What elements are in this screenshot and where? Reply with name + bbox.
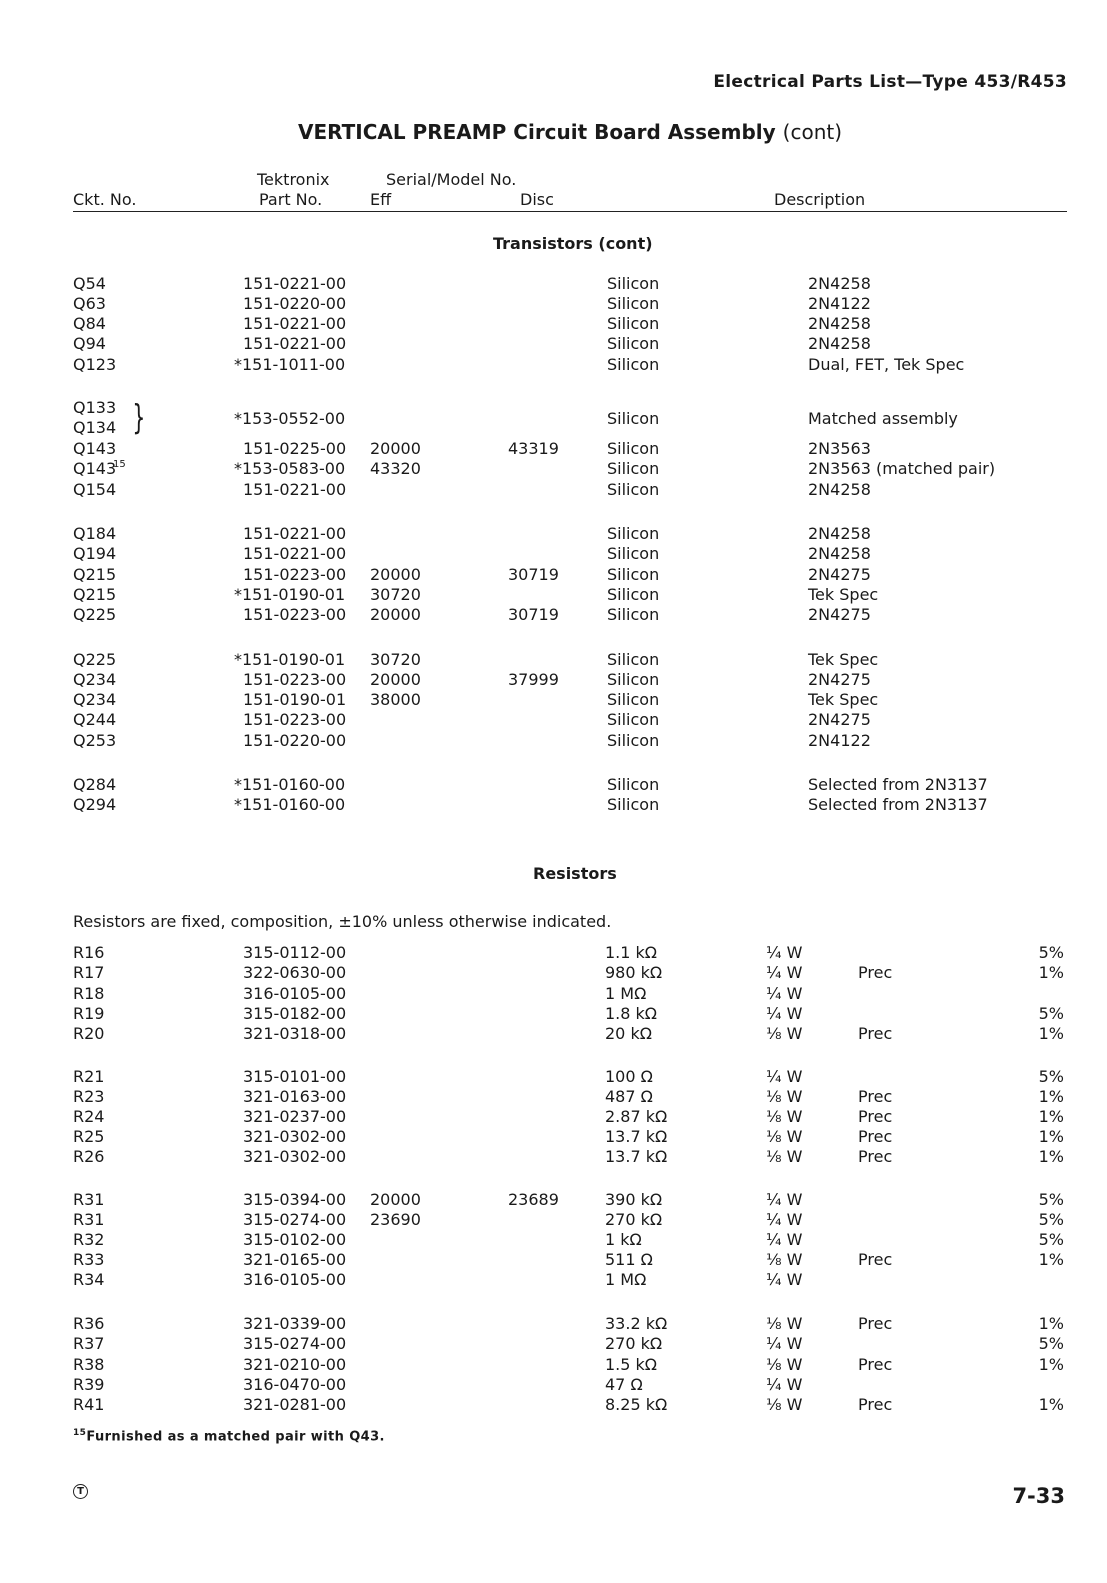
part-no: 315-0274-00 xyxy=(243,1210,347,1229)
transistor-type: Silicon xyxy=(607,690,660,709)
part-no: 151-0221-00 xyxy=(243,274,347,293)
transistor-type: Silicon xyxy=(607,459,660,478)
part-no: *151-0190-01 xyxy=(234,650,346,669)
serial-eff: 20000 xyxy=(370,670,421,689)
pair-row xyxy=(0,409,1107,429)
part-no: 321-0237-00 xyxy=(243,1107,347,1126)
transistor-type: Silicon xyxy=(607,294,660,313)
transistor-type: Silicon xyxy=(607,795,660,814)
ckt-no: R23 xyxy=(73,1087,105,1106)
ckt-no: Q154 xyxy=(73,480,117,499)
transistor-row xyxy=(0,605,1107,625)
ckt-no: Q54 xyxy=(73,274,106,293)
ckt-no: R31 xyxy=(73,1190,105,1209)
wattage: ¼ W xyxy=(766,984,803,1003)
serial-disc: 30719 xyxy=(508,605,559,624)
ckt-no: R31 xyxy=(73,1210,105,1229)
title-suffix: (cont) xyxy=(782,120,843,144)
description: Selected from 2N3137 xyxy=(808,775,988,794)
description: Tek Spec xyxy=(808,650,879,669)
part-no: 151-0223-00 xyxy=(243,605,347,624)
resistance: 390 kΩ xyxy=(605,1190,663,1209)
ckt-no: R32 xyxy=(73,1230,105,1249)
ckt-no: Q143 xyxy=(73,459,117,478)
part-no: 315-0182-00 xyxy=(243,1004,347,1023)
part-no: 321-0302-00 xyxy=(243,1127,347,1146)
resistor-row xyxy=(0,984,1107,1004)
resistance: 47 Ω xyxy=(605,1375,643,1394)
description: 2N3563 xyxy=(808,439,871,458)
transistor-row xyxy=(0,294,1107,314)
tolerance: 1% xyxy=(1038,1127,1064,1146)
transistor-row: Q143 *153-0583-00 43320 Silicon 2N3563 (matched pair) 15 xyxy=(73,459,996,478)
serial-eff: 43320 xyxy=(370,459,421,478)
footnote-text: Furnished as a matched pair with Q43. xyxy=(86,1429,385,1445)
resistance: 487 Ω xyxy=(605,1087,653,1106)
resistance: 100 Ω xyxy=(605,1067,653,1086)
ckt-no: Q253 xyxy=(73,731,117,750)
tolerance: 5% xyxy=(1038,1210,1064,1229)
transistor-type: Silicon xyxy=(607,731,660,750)
resistance: 1 MΩ xyxy=(605,984,647,1003)
page-number: 7-33 xyxy=(1012,1484,1065,1508)
transistor-row xyxy=(0,314,1107,334)
col-description: Description xyxy=(774,190,866,209)
tolerance: 5% xyxy=(1038,1334,1064,1353)
part-no: 321-0318-00 xyxy=(243,1024,347,1043)
serial-eff: 38000 xyxy=(370,690,421,709)
wattage: ⅛ W xyxy=(766,1087,803,1106)
part-no: 151-0220-00 xyxy=(243,294,347,313)
description: 2N4258 xyxy=(808,334,871,353)
ckt-no: Q94 xyxy=(73,334,106,353)
precision: Prec xyxy=(858,1250,893,1269)
ckt-no: R17 xyxy=(73,963,105,982)
transistor-type: Silicon xyxy=(607,524,660,543)
resistor-row xyxy=(0,1024,1107,1044)
resistor-row xyxy=(0,1190,1107,1210)
description: 2N4258 xyxy=(808,274,871,293)
resistor-row xyxy=(0,1127,1107,1147)
ckt-no: R39 xyxy=(73,1375,105,1394)
ckt-no: Q63 xyxy=(73,294,106,313)
ckt-no: Q225 xyxy=(73,650,117,669)
tektronix-logo: T xyxy=(73,1484,88,1499)
part-no: 322-0630-00 xyxy=(243,963,347,982)
resistor-row xyxy=(0,1230,1107,1250)
part-no: 321-0281-00 xyxy=(243,1395,347,1414)
resistor-row xyxy=(0,1375,1107,1395)
part-no: 151-0221-00 xyxy=(243,314,347,333)
resistor-row xyxy=(0,1067,1107,1087)
serial-disc: 37999 xyxy=(508,670,559,689)
running-header: Electrical Parts List—Type 453/R453 xyxy=(713,72,1067,92)
description: 2N4258 xyxy=(808,314,871,333)
resistance: 980 kΩ xyxy=(605,963,663,982)
transistor-type: Silicon xyxy=(607,355,660,374)
resistors-section-title: Resistors xyxy=(533,864,617,883)
serial-disc: 43319 xyxy=(508,439,559,458)
ckt-no: R37 xyxy=(73,1334,105,1353)
precision: Prec xyxy=(858,1314,893,1333)
ckt-no: R24 xyxy=(73,1107,105,1126)
col-serial-line1: Serial/Model No. xyxy=(386,170,517,189)
ckt-no: Q215 xyxy=(73,585,117,604)
resistance: 20 kΩ xyxy=(605,1024,652,1043)
resistance: 1.5 kΩ xyxy=(605,1355,658,1374)
ckt-no: Q234 xyxy=(73,690,117,709)
wattage: ¼ W xyxy=(766,1210,803,1229)
resistance: 511 Ω xyxy=(605,1250,653,1269)
part-no: 151-0223-00 xyxy=(243,670,347,689)
ckt-no: Q84 xyxy=(73,314,106,333)
wattage: ¼ W xyxy=(766,963,803,982)
wattage: ¼ W xyxy=(766,1067,803,1086)
transistor-row xyxy=(0,565,1107,585)
wattage: ⅛ W xyxy=(766,1107,803,1126)
wattage: ⅛ W xyxy=(766,1147,803,1166)
wattage: ⅛ W xyxy=(766,1314,803,1333)
ckt-no: R20 xyxy=(73,1024,105,1043)
resistors-note: Resistors are fixed, composition, ±10% unless otherwise indicated. xyxy=(73,912,612,931)
resistor-row xyxy=(0,1314,1107,1334)
part-no: 151-0221-00 xyxy=(243,544,347,563)
ckt-no: R38 xyxy=(73,1355,105,1374)
transistor-type: Silicon xyxy=(607,439,660,458)
description: 2N4122 xyxy=(808,294,871,313)
resistor-row xyxy=(0,1107,1107,1127)
description: 2N3563 (matched pair) xyxy=(808,459,996,478)
precision: Prec xyxy=(858,1087,893,1106)
part-no: 321-0302-00 xyxy=(243,1147,347,1166)
description: Tek Spec xyxy=(808,585,879,604)
transistor-type: Silicon xyxy=(607,775,660,794)
part-no: 315-0112-00 xyxy=(243,943,347,962)
serial-disc: 30719 xyxy=(508,565,559,584)
serial-disc: 23689 xyxy=(508,1190,559,1209)
serial-eff: 20000 xyxy=(370,439,421,458)
wattage: ⅛ W xyxy=(766,1024,803,1043)
ckt-no: R16 xyxy=(73,943,105,962)
ckt-no: Q143 xyxy=(73,439,117,458)
wattage: ¼ W xyxy=(766,1270,803,1289)
tolerance: 1% xyxy=(1038,1147,1064,1166)
resistance: 13.7 kΩ xyxy=(605,1127,668,1146)
part-no: 316-0105-00 xyxy=(243,1270,347,1289)
transistor-row xyxy=(0,480,1107,500)
part-no: 316-0105-00 xyxy=(243,984,347,1003)
description: 2N4275 xyxy=(808,670,871,689)
ckt-no: R19 xyxy=(73,1004,105,1023)
resistor-row xyxy=(0,1334,1107,1354)
resistance: 13.7 kΩ xyxy=(605,1147,668,1166)
tolerance: 1% xyxy=(1038,1314,1064,1333)
ckt-no: Q244 xyxy=(73,710,117,729)
tolerance: 1% xyxy=(1038,1250,1064,1269)
page-title xyxy=(0,120,1107,144)
wattage: ⅛ W xyxy=(766,1127,803,1146)
transistor-type: Silicon xyxy=(607,605,660,624)
transistor-row xyxy=(0,544,1107,564)
tolerance: 5% xyxy=(1038,1190,1064,1209)
part-no: 151-0223-00 xyxy=(243,565,347,584)
part-no: 315-0101-00 xyxy=(243,1067,347,1086)
precision: Prec xyxy=(858,1127,893,1146)
header-rule xyxy=(73,211,1067,212)
transistor-type: Silicon xyxy=(607,480,660,499)
pair-type: Silicon xyxy=(607,409,660,428)
pair-brace: } xyxy=(132,398,146,438)
transistor-row xyxy=(0,731,1107,751)
precision: Prec xyxy=(858,1024,893,1043)
serial-eff: 20000 xyxy=(370,605,421,624)
ckt-no: Q134 xyxy=(73,418,117,437)
footnote xyxy=(73,1428,385,1444)
transistor-row xyxy=(0,670,1107,690)
serial-eff: 20000 xyxy=(370,565,421,584)
part-no: 315-0102-00 xyxy=(243,1230,347,1249)
ckt-no: Q284 xyxy=(73,775,117,794)
col-eff: Eff xyxy=(370,190,392,209)
resistor-row xyxy=(0,1087,1107,1107)
wattage: ¼ W xyxy=(766,1334,803,1353)
transistor-type: Silicon xyxy=(607,544,660,563)
ckt-no: R41 xyxy=(73,1395,105,1414)
col-tek-line2: Part No. xyxy=(259,190,323,209)
transistor-type: Silicon xyxy=(607,314,660,333)
part-no: *151-0160-00 xyxy=(234,795,346,814)
ckt-no: R18 xyxy=(73,984,105,1003)
transistor-type: Silicon xyxy=(607,274,660,293)
precision: Prec xyxy=(858,1107,893,1126)
description: 2N4275 xyxy=(808,565,871,584)
part-no: 315-0394-00 xyxy=(243,1190,347,1209)
part-no: 151-0221-00 xyxy=(243,480,347,499)
tolerance: 5% xyxy=(1038,1067,1064,1086)
part-no: 316-0470-00 xyxy=(243,1375,347,1394)
wattage: ¼ W xyxy=(766,943,803,962)
description: Selected from 2N3137 xyxy=(808,795,988,814)
tolerance: 1% xyxy=(1038,1107,1064,1126)
part-no: *151-1011-00 xyxy=(234,355,346,374)
description: 2N4258 xyxy=(808,524,871,543)
tolerance: 1% xyxy=(1038,963,1064,982)
pair-part: *153-0552-00 xyxy=(234,409,346,428)
transistor-type: Silicon xyxy=(607,670,660,689)
resistance: 270 kΩ xyxy=(605,1210,663,1229)
transistor-row xyxy=(0,690,1107,710)
wattage: ¼ W xyxy=(766,1004,803,1023)
wattage: ¼ W xyxy=(766,1190,803,1209)
serial-eff: 20000 xyxy=(370,1190,421,1209)
tolerance: 1% xyxy=(1038,1024,1064,1043)
ckt-no: R34 xyxy=(73,1270,105,1289)
tolerance: 5% xyxy=(1038,943,1064,962)
resistance: 8.25 kΩ xyxy=(605,1395,668,1414)
col-tek-line1: Tektronix xyxy=(257,170,330,189)
resistance: 1 MΩ xyxy=(605,1270,647,1289)
tolerance: 1% xyxy=(1038,1355,1064,1374)
transistor-row xyxy=(0,795,1107,815)
col-ckt: Ckt. No. xyxy=(73,190,137,209)
part-no: 321-0339-00 xyxy=(243,1314,347,1333)
resistor-row xyxy=(0,963,1107,983)
part-no: 321-0163-00 xyxy=(243,1087,347,1106)
precision: Prec xyxy=(858,1147,893,1166)
tolerance: 5% xyxy=(1038,1230,1064,1249)
serial-eff: 23690 xyxy=(370,1210,421,1229)
description: 2N4258 xyxy=(808,544,871,563)
description: 2N4275 xyxy=(808,710,871,729)
ckt-no: Q184 xyxy=(73,524,117,543)
transistor-row xyxy=(0,585,1107,605)
transistors-section-title: Transistors (cont) xyxy=(493,234,653,253)
precision: Prec xyxy=(858,1355,893,1374)
resistance: 1.8 kΩ xyxy=(605,1004,658,1023)
wattage: ¼ W xyxy=(766,1230,803,1249)
transistor-row xyxy=(0,274,1107,294)
resistance: 33.2 kΩ xyxy=(605,1314,668,1333)
part-no: 151-0220-00 xyxy=(243,731,347,750)
footnote-mark: 15 xyxy=(73,1428,87,1438)
transistor-row xyxy=(0,775,1107,795)
resistor-row xyxy=(0,943,1107,963)
part-no: 315-0274-00 xyxy=(243,1334,347,1353)
ckt-no: R21 xyxy=(73,1067,105,1086)
resistance: 1.1 kΩ xyxy=(605,943,658,962)
part-no: 321-0210-00 xyxy=(243,1355,347,1374)
transistor-row xyxy=(0,355,1107,375)
description: Tek Spec xyxy=(808,690,879,709)
precision: Prec xyxy=(858,963,893,982)
description: Dual, FET, Tek Spec xyxy=(808,355,965,374)
tolerance: 5% xyxy=(1038,1004,1064,1023)
transistor-type: Silicon xyxy=(607,650,660,669)
ckt-no: Q215 xyxy=(73,565,117,584)
ckt-no: Q294 xyxy=(73,795,117,814)
resistor-row xyxy=(0,1395,1107,1415)
part-no: 151-0221-00 xyxy=(243,334,347,353)
resistor-row xyxy=(0,1147,1107,1167)
wattage: ¼ W xyxy=(766,1375,803,1394)
transistor-type: Silicon xyxy=(607,565,660,584)
precision: Prec xyxy=(858,1395,893,1414)
resistor-row xyxy=(0,1270,1107,1290)
transistor-row xyxy=(0,439,1107,459)
ckt-no: Q133 xyxy=(73,398,117,417)
transistor-row xyxy=(0,524,1107,544)
part-no: 151-0223-00 xyxy=(243,710,347,729)
description: 2N4275 xyxy=(808,605,871,624)
transistor-type: Silicon xyxy=(607,710,660,729)
transistor-type: Silicon xyxy=(607,334,660,353)
title-text: VERTICAL PREAMP Circuit Board Assembly xyxy=(297,120,776,144)
serial-eff: 30720 xyxy=(370,650,421,669)
resistor-row xyxy=(0,1004,1107,1024)
ckt-no: Q234 xyxy=(73,670,117,689)
transistor-row xyxy=(0,334,1107,354)
resistance: 270 kΩ xyxy=(605,1334,663,1353)
description: 2N4122 xyxy=(808,731,871,750)
transistor-row xyxy=(0,710,1107,730)
transistor-row xyxy=(0,650,1107,670)
tolerance: 1% xyxy=(1038,1395,1064,1414)
tolerance: 1% xyxy=(1038,1087,1064,1106)
ckt-no: Q123 xyxy=(73,355,117,374)
wattage: ⅛ W xyxy=(766,1250,803,1269)
ckt-no: R36 xyxy=(73,1314,105,1333)
resistance: 1 kΩ xyxy=(605,1230,642,1249)
ckt-no: R33 xyxy=(73,1250,105,1269)
ckt-no: R25 xyxy=(73,1127,105,1146)
part-no: 321-0165-00 xyxy=(243,1250,347,1269)
part-no: 151-0221-00 xyxy=(243,524,347,543)
resistor-row xyxy=(0,1250,1107,1270)
resistance: 2.87 kΩ xyxy=(605,1107,668,1126)
col-disc: Disc xyxy=(520,190,554,209)
serial-eff: 30720 xyxy=(370,585,421,604)
pair-desc: Matched assembly xyxy=(808,409,958,428)
part-no: *153-0583-00 xyxy=(234,459,346,478)
wattage: ⅛ W xyxy=(766,1395,803,1414)
ckt-no: Q225 xyxy=(73,605,117,624)
part-no: *151-0190-01 xyxy=(234,585,346,604)
resistor-row xyxy=(0,1210,1107,1230)
ckt-no: Q194 xyxy=(73,544,117,563)
part-no: *151-0160-00 xyxy=(234,775,346,794)
wattage: ⅛ W xyxy=(766,1355,803,1374)
ckt-no: R26 xyxy=(73,1147,105,1166)
part-no: 151-0190-01 xyxy=(243,690,347,709)
resistor-row xyxy=(0,1355,1107,1375)
part-no: 151-0225-00 xyxy=(243,439,347,458)
description: 2N4258 xyxy=(808,480,871,499)
transistor-type: Silicon xyxy=(607,585,660,604)
